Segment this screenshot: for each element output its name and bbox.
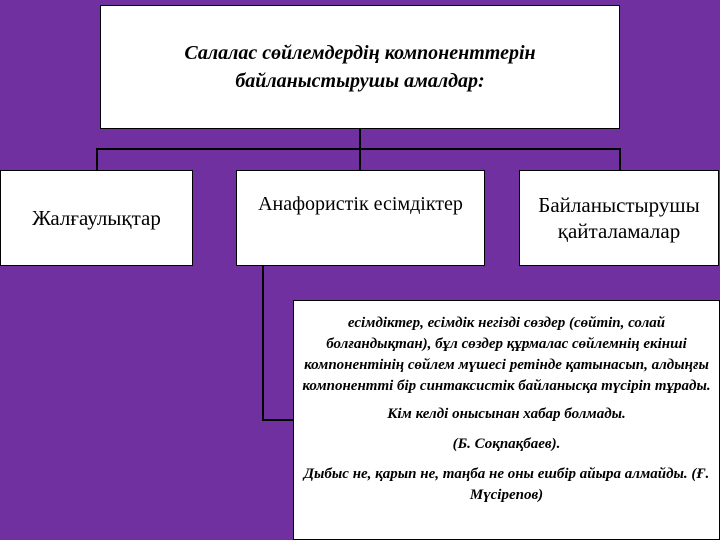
branch-line-2 <box>359 148 361 170</box>
root-title-line2: байланыстырушы амалдар: <box>235 70 485 92</box>
child-node-anaphoric-pronouns <box>236 170 485 266</box>
child-label-connecting-repetitions-line2: қайталамалар <box>557 219 681 243</box>
detail-example-1-author: (Б. Соқпақбаев). <box>452 436 561 452</box>
child-node-connecting-repetitions <box>519 170 719 266</box>
root-node <box>100 5 620 129</box>
detail-description: есімдіктер, есімдік негізді сөздер (сөйтіп, солай болғандықтан), бұл сөздер құрмалас сөйлемнің екінші компонентінің сөйлем мүшесі ретінде қатынасып, алдыңғы компонентті бір синтаксистік байланысқа түсіріп тұрады. <box>302 315 711 394</box>
detail-example-2: Дыбыс не, қарып не, таңба не оны ешбір айыра алмайды. (Ғ. Мүсірепов) <box>303 466 710 503</box>
detail-connector-vertical <box>262 266 264 420</box>
detail-node <box>293 300 720 540</box>
detail-example-1: Кім келді онысынан хабар болмады. <box>387 406 626 422</box>
branch-line-3 <box>619 148 621 170</box>
root-stem-line <box>359 129 361 149</box>
child-label-conjunctions: Жалғаулықтар <box>32 205 161 230</box>
child-label-anaphoric-pronouns: Анафористік есімдіктер <box>258 193 463 215</box>
child-label-connecting-repetitions-line1: Байланыстырушы <box>538 193 700 217</box>
root-title-line1: Салалас сөйлемдердің компоненттерін <box>184 42 536 64</box>
detail-connector-horizontal <box>262 419 294 421</box>
branch-line-1 <box>96 148 98 170</box>
child-node-conjunctions <box>0 170 193 266</box>
